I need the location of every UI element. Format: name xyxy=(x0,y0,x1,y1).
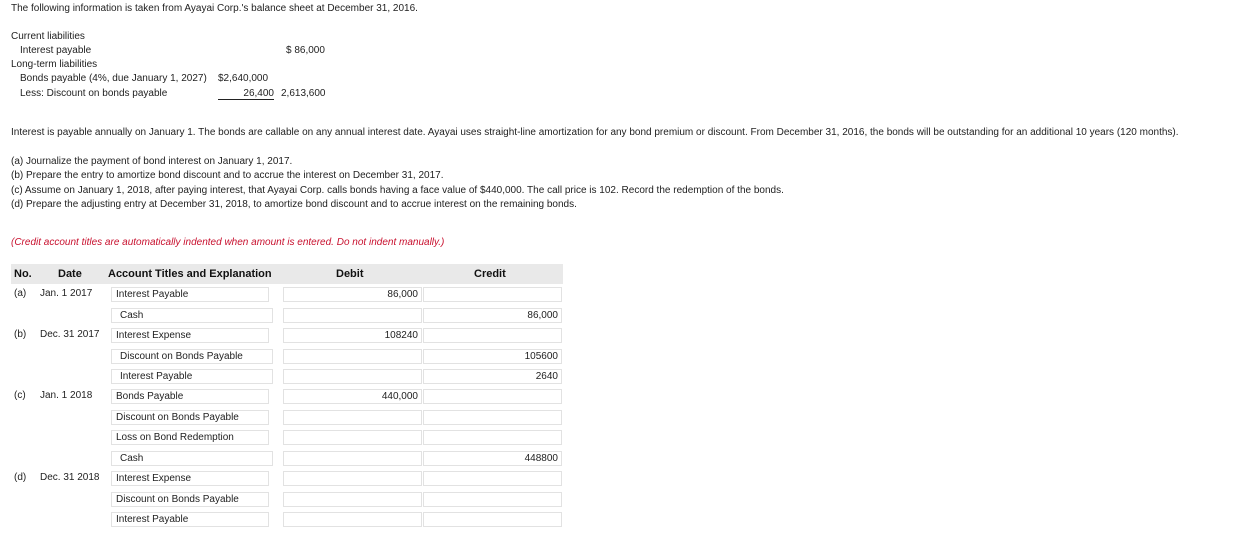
account-title-input[interactable]: Interest Payable xyxy=(111,287,269,302)
net-bonds-amount: 2,613,600 xyxy=(281,88,326,99)
discount-label: Less: Discount on bonds payable xyxy=(20,88,168,99)
interest-payable-amount: $ 86,000 xyxy=(286,45,325,56)
debit-input[interactable] xyxy=(283,451,422,466)
account-title-input[interactable]: Loss on Bond Redemption xyxy=(111,430,269,445)
credit-input[interactable] xyxy=(423,471,562,486)
account-title-input[interactable]: Bonds Payable xyxy=(111,389,269,404)
discount-amount: 26,400 xyxy=(218,88,274,100)
table-row xyxy=(11,490,563,508)
table-row xyxy=(11,367,563,385)
credit-input[interactable]: 2640 xyxy=(423,369,562,384)
debit-input[interactable] xyxy=(283,492,422,507)
credit-input[interactable] xyxy=(423,328,562,343)
table-header xyxy=(11,264,563,284)
debit-input[interactable] xyxy=(283,471,422,486)
current-liabilities-label: Current liabilities xyxy=(11,31,85,42)
credit-input[interactable] xyxy=(423,410,562,425)
account-title-input[interactable]: Interest Payable xyxy=(111,512,269,527)
account-title-input[interactable]: Discount on Bonds Payable xyxy=(111,410,269,425)
interest-payable-label: Interest payable xyxy=(20,45,92,56)
requirement-a: (a) Journalize the payment of bond interest on January 1, 2017. xyxy=(11,156,293,167)
header-debit: Debit xyxy=(336,268,364,280)
account-title-input[interactable]: Discount on Bonds Payable xyxy=(111,492,269,507)
credit-input[interactable] xyxy=(423,512,562,527)
debit-input[interactable] xyxy=(283,369,422,384)
requirement-d: (d) Prepare the adjusting entry at December 31, 2018, to amortize bond discount and to accrue interest on the remaining bonds. xyxy=(11,199,577,210)
balance-sheet xyxy=(11,31,341,103)
debit-input[interactable]: 108240 xyxy=(283,328,422,343)
account-title-input[interactable]: Interest Expense xyxy=(111,328,269,343)
entry-number: (b) xyxy=(14,329,27,340)
requirement-c: (c) Assume on January 1, 2018, after paying interest, that Ayayai Corp. calls bonds having a face value of $440,000. The call price is 102. Record the redemption of the bonds. xyxy=(11,185,784,196)
header-date: Date xyxy=(58,268,82,280)
credit-input[interactable]: 86,000 xyxy=(423,308,562,323)
debit-input[interactable] xyxy=(283,349,422,364)
credit-input[interactable] xyxy=(423,389,562,404)
account-title-input[interactable]: Discount on Bonds Payable xyxy=(111,349,273,364)
instructions-paragraph: Interest is payable annually on January 1. The bonds are callable on any annual interest date. Ayayai uses straight-line amortization for any bond premium or discount. From December 31, 2016, the bonds will be outstanding for an additional 10 years (120 months). xyxy=(11,127,1179,138)
account-title-input[interactable]: Cash xyxy=(111,308,273,323)
entry-date: Dec. 31 2018 xyxy=(40,472,100,483)
entry-date: Jan. 1 2018 xyxy=(40,390,93,401)
debit-input[interactable] xyxy=(283,308,422,323)
long-term-liabilities-label: Long-term liabilities xyxy=(11,59,98,70)
account-title-input[interactable]: Interest Expense xyxy=(111,471,269,486)
debit-input[interactable]: 440,000 xyxy=(283,389,422,404)
entry-date: Jan. 1 2017 xyxy=(40,288,93,299)
entry-number: (c) xyxy=(14,390,26,401)
entry-date: Dec. 31 2017 xyxy=(40,329,100,340)
intro-text: The following information is taken from Ayayai Corp.'s balance sheet at December 31, 2016. xyxy=(11,3,418,14)
debit-input[interactable]: 86,000 xyxy=(283,287,422,302)
debit-input[interactable] xyxy=(283,430,422,445)
account-title-input[interactable]: Cash xyxy=(111,451,273,466)
credit-input[interactable]: 448800 xyxy=(423,451,562,466)
entry-number: (d) xyxy=(14,472,27,483)
indent-note: (Credit account titles are automatically indented when amount is entered. Do not indent manually.) xyxy=(11,237,445,248)
table-row xyxy=(11,408,563,426)
table-row xyxy=(11,428,563,446)
header-credit: Credit xyxy=(474,268,506,280)
debit-input[interactable] xyxy=(283,410,422,425)
table-row xyxy=(11,326,563,344)
bonds-payable-label: Bonds payable (4%, due January 1, 2027) xyxy=(20,73,207,84)
credit-input[interactable] xyxy=(423,492,562,507)
table-row xyxy=(11,510,563,528)
header-no: No. xyxy=(14,268,32,280)
table-row xyxy=(11,306,563,324)
table-row xyxy=(11,285,563,303)
debit-input[interactable] xyxy=(283,512,422,527)
bonds-payable-amount: $2,640,000 xyxy=(218,73,269,84)
credit-input[interactable] xyxy=(423,287,562,302)
table-row xyxy=(11,347,563,365)
credit-input[interactable] xyxy=(423,430,562,445)
credit-input[interactable]: 105600 xyxy=(423,349,562,364)
account-title-input[interactable]: Interest Payable xyxy=(111,369,273,384)
entry-number: (a) xyxy=(14,288,27,299)
table-row xyxy=(11,469,563,487)
table-row xyxy=(11,449,563,467)
table-row xyxy=(11,387,563,405)
requirement-b: (b) Prepare the entry to amortize bond discount and to accrue the interest on December 31, 2017. xyxy=(11,170,444,181)
header-account: Account Titles and Explanation xyxy=(108,268,272,280)
